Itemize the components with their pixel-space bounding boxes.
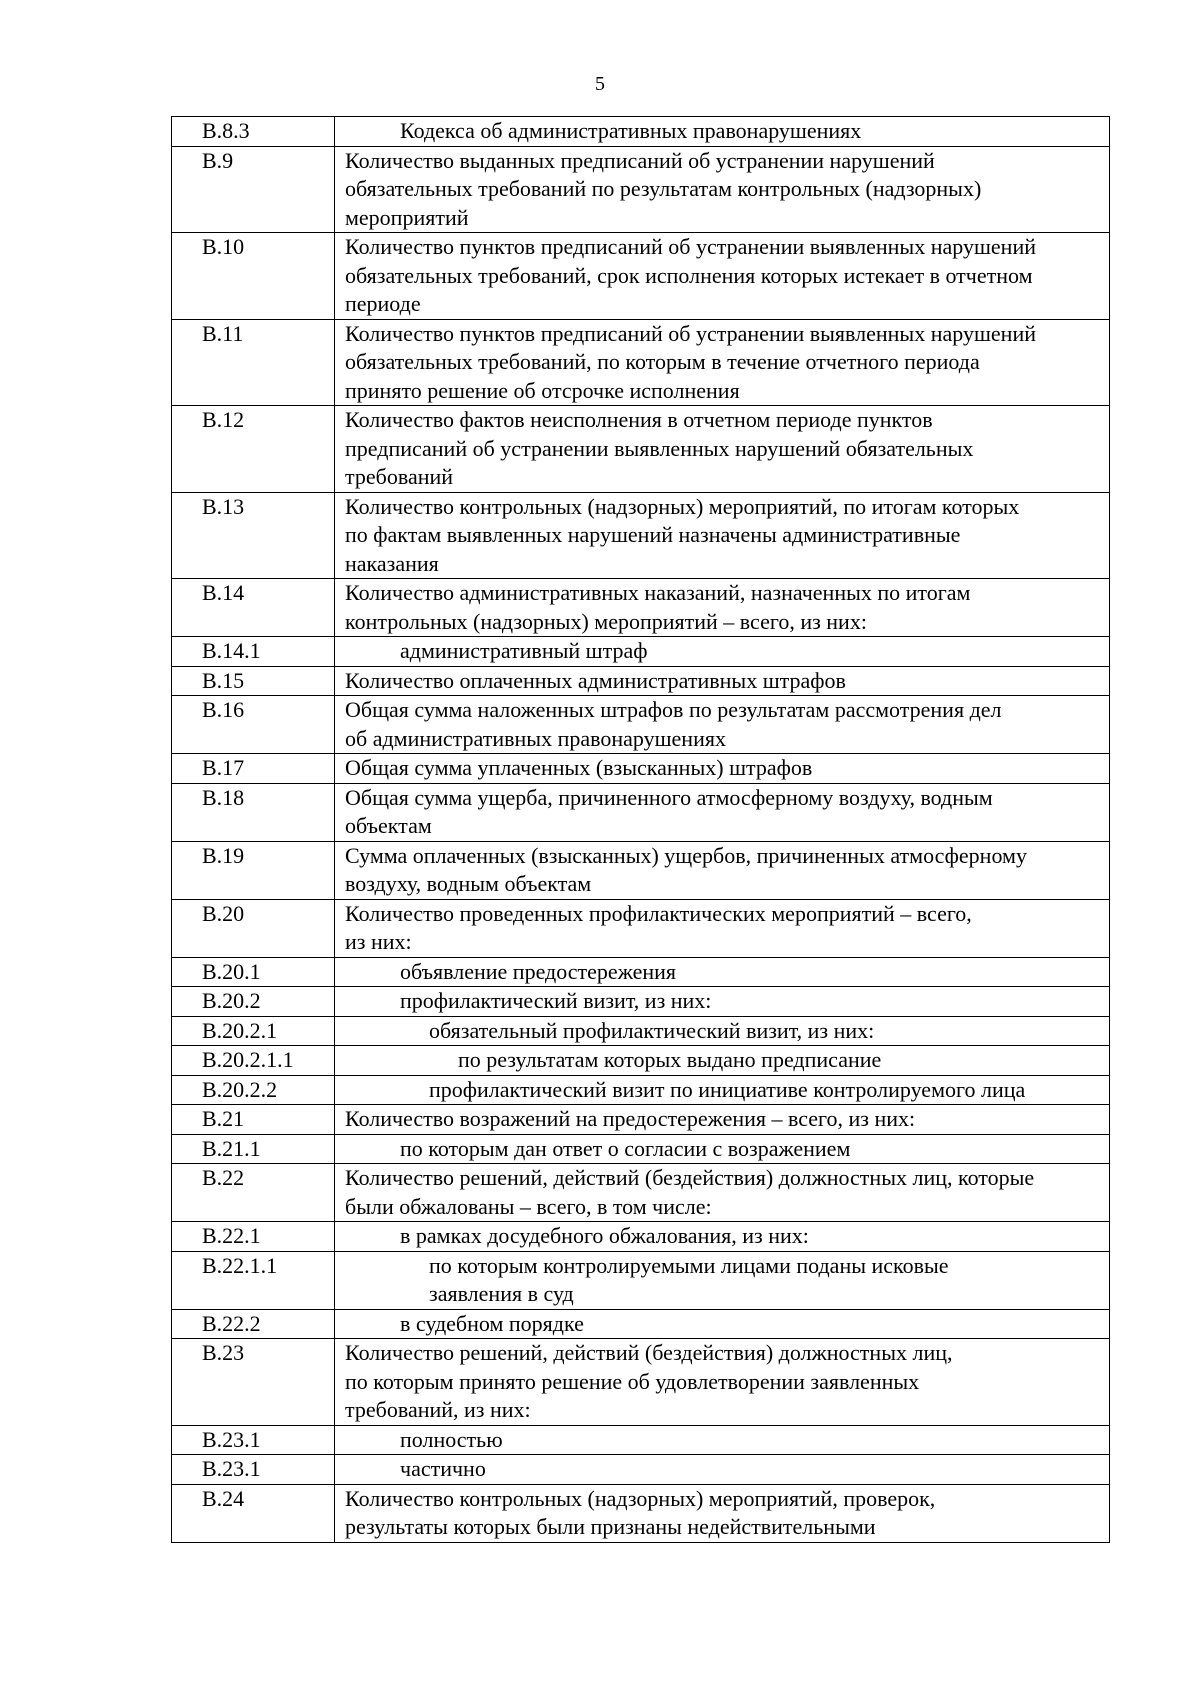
table-row — [172, 899, 1110, 957]
row-description-line: Количество пунктов предписаний об устранении выявленных нарушений — [345, 234, 1036, 259]
row-description-line: по фактам выявленных нарушений назначены административные — [345, 522, 961, 547]
row-description-line: обязательный профилактический визит, из них: — [429, 1017, 875, 1043]
row-description — [335, 406, 1110, 493]
table-row — [172, 233, 1110, 320]
row-description-line: заявления в суд — [429, 1281, 574, 1306]
row-code: В.20.2.2 — [172, 1075, 335, 1105]
row-description-line: Количество решений, действий (бездействия) должностных лиц, которые — [345, 1165, 1035, 1190]
row-description-line: обязательных требований по результатам контрольных (надзорных) — [345, 176, 982, 201]
row-description — [335, 233, 1110, 320]
row-description-line: полностью — [400, 1426, 503, 1452]
row-description-block — [345, 1135, 1099, 1164]
row-description-line: по которым принято решение об удовлетворении заявленных — [345, 1368, 920, 1394]
row-description — [335, 1455, 1110, 1485]
row-description — [335, 1339, 1110, 1426]
table-row — [172, 841, 1110, 899]
row-description-block — [345, 1222, 1099, 1251]
row-description-line: мероприятий — [345, 204, 469, 230]
row-description-line: Количество контрольных (надзорных) мероприятий, по итогам которых — [345, 493, 1020, 519]
row-description-line: по которым контролируемыми лицами поданы исковые — [429, 1252, 949, 1278]
table-row — [172, 754, 1110, 784]
row-description-line: принято решение об отсрочке исполнения — [345, 377, 740, 403]
table-row — [172, 492, 1110, 579]
table-row — [172, 406, 1110, 493]
table-row — [172, 1075, 1110, 1105]
row-description — [335, 319, 1110, 406]
row-description-line: Сумма оплаченных (взысканных) ущербов, причиненных атмосферному — [345, 842, 1027, 868]
table-row — [172, 1016, 1110, 1046]
row-description-line: Количество пунктов предписаний об устранении выявленных нарушений — [345, 320, 1036, 346]
row-code: В.17 — [172, 754, 335, 784]
row-description-line: Количество фактов неисполнения в отчетном периоде пунктов — [345, 407, 933, 432]
row-code: В.22.2 — [172, 1309, 335, 1339]
row-description-block — [345, 117, 1099, 146]
row-description-line: по результатам которых выдано предписание — [458, 1047, 882, 1072]
row-description-block — [345, 1310, 1099, 1339]
row-description — [335, 987, 1110, 1017]
row-description — [335, 1075, 1110, 1105]
table-row — [172, 957, 1110, 987]
row-description — [335, 899, 1110, 957]
row-description-block — [345, 667, 1099, 696]
row-code: В.15 — [172, 666, 335, 696]
row-description-line: частично — [400, 1456, 486, 1481]
row-description-block — [345, 1485, 1099, 1542]
table-row — [172, 637, 1110, 667]
row-description — [335, 1222, 1110, 1252]
row-description — [335, 1134, 1110, 1164]
row-description-line: Общая сумма уплаченных (взысканных) штрафов — [345, 755, 813, 780]
row-description-line: Общая сумма ущерба, причиненного атмосферному воздуху, водным — [345, 784, 993, 810]
row-code: В.23.1 — [172, 1425, 335, 1455]
row-description-line: результаты которых были признаны недействительными — [345, 1514, 876, 1539]
row-code: В.20 — [172, 899, 335, 957]
row-description — [335, 637, 1110, 667]
row-code: В.13 — [172, 492, 335, 579]
row-description-block — [345, 1252, 1099, 1309]
table-row — [172, 1105, 1110, 1135]
row-description — [335, 1016, 1110, 1046]
row-description — [335, 146, 1110, 233]
row-description-block — [345, 987, 1099, 1016]
row-description-block — [345, 1455, 1099, 1484]
row-code: В.12 — [172, 406, 335, 493]
row-code: В.20.1 — [172, 957, 335, 987]
row-description — [335, 1309, 1110, 1339]
row-description-line: профилактический визит по инициативе контролируемого лица — [429, 1076, 1026, 1102]
row-description-line: Количество возражений на предостережения – всего, из них: — [345, 1106, 916, 1131]
row-description-line: обязательных требований, по которым в течение отчетного периода — [345, 349, 980, 374]
row-code: В.21.1 — [172, 1134, 335, 1164]
table-row — [172, 666, 1110, 696]
row-description-line: административный штраф — [400, 638, 648, 663]
row-code: В.20.2 — [172, 987, 335, 1017]
row-description-block — [345, 406, 1099, 492]
table-row — [172, 117, 1110, 147]
row-description-line: Количество решений, действий (бездействия) должностных лиц, — [345, 1340, 953, 1365]
row-description — [335, 1164, 1110, 1222]
table-row — [172, 1455, 1110, 1485]
row-code: В.16 — [172, 696, 335, 754]
row-description-line: объектам — [345, 813, 432, 838]
row-description — [335, 957, 1110, 987]
row-code: В.22.1.1 — [172, 1251, 335, 1309]
page-number: 5 — [595, 73, 605, 95]
table-row — [172, 1222, 1110, 1252]
row-description-block — [345, 147, 1099, 233]
row-description-line: наказания — [345, 550, 439, 576]
table-row — [172, 579, 1110, 637]
row-description — [335, 783, 1110, 841]
indicators-table-body — [172, 117, 1110, 1543]
row-description — [335, 117, 1110, 147]
row-code: В.14 — [172, 579, 335, 637]
row-description-block — [345, 320, 1099, 406]
row-description-block — [345, 493, 1099, 579]
table-row — [172, 1339, 1110, 1426]
row-code: В.20.2.1 — [172, 1016, 335, 1046]
row-description-line: обязательных требований, срок исполнения которых истекает в отчетном — [345, 262, 1033, 288]
row-description-line: периоде — [345, 291, 421, 316]
row-description — [335, 1105, 1110, 1135]
row-description-block — [345, 1076, 1099, 1105]
row-description-line: требований — [345, 464, 454, 489]
row-description-line: в рамках досудебного обжалования, из них: — [400, 1223, 809, 1248]
row-code: В.23.1 — [172, 1455, 335, 1485]
table-row — [172, 1251, 1110, 1309]
row-description-block — [345, 1426, 1099, 1455]
row-description — [335, 754, 1110, 784]
row-description-line: воздуху, водным объектам — [345, 871, 592, 896]
indicators-table — [171, 116, 1110, 1543]
row-description-block — [345, 958, 1099, 987]
row-code: В.10 — [172, 233, 335, 320]
row-description-line: Общая сумма наложенных штрафов по результатам рассмотрения дел — [345, 697, 1002, 722]
row-code: В.23 — [172, 1339, 335, 1426]
row-description — [335, 696, 1110, 754]
row-description-block — [345, 784, 1099, 841]
row-description-line: контрольных (надзорных) мероприятий – всего, из них: — [345, 608, 867, 634]
row-description-line: по которым дан ответ о согласии с возражением — [400, 1135, 851, 1161]
row-code: В.24 — [172, 1484, 335, 1542]
row-description — [335, 1251, 1110, 1309]
table-row — [172, 696, 1110, 754]
row-description-block — [345, 579, 1099, 636]
row-description-line: Кодекса об административных правонарушениях — [400, 118, 862, 143]
row-description-line: Количество проведенных профилактических мероприятий – всего, — [345, 900, 972, 926]
row-code: В.21 — [172, 1105, 335, 1135]
row-description-line: предписаний об устранении выявленных нарушений обязательных — [345, 435, 974, 461]
row-code: В.14.1 — [172, 637, 335, 667]
row-description-block — [345, 696, 1099, 753]
row-description-line: Количество контрольных (надзорных) мероприятий, проверок, — [345, 1485, 936, 1511]
row-description-line: об административных правонарушениях — [345, 725, 726, 751]
row-description-line: из них: — [345, 929, 412, 954]
row-description-block — [345, 1339, 1099, 1425]
row-description — [335, 1046, 1110, 1076]
table-row — [172, 319, 1110, 406]
row-description-block — [345, 842, 1099, 899]
row-description-line: Количество оплаченных административных штрафов — [345, 667, 846, 693]
row-description-line: Количество административных наказаний, назначенных по итогам — [345, 580, 971, 605]
row-description — [335, 579, 1110, 637]
row-code: В.9 — [172, 146, 335, 233]
table-row — [172, 1164, 1110, 1222]
row-description-line: были обжалованы – всего, в том числе: — [345, 1193, 712, 1219]
table-row — [172, 783, 1110, 841]
row-description-line: Количество выданных предписаний об устранении нарушений — [345, 147, 935, 173]
row-code: В.18 — [172, 783, 335, 841]
row-description-line: объявление предостережения — [400, 958, 677, 984]
row-description-block — [345, 1105, 1099, 1134]
table-row — [172, 146, 1110, 233]
row-description-line: в судебном порядке — [400, 1310, 584, 1336]
table-row — [172, 1484, 1110, 1542]
row-description — [335, 841, 1110, 899]
row-description-block — [345, 637, 1099, 666]
row-description-block — [345, 233, 1099, 319]
table-row — [172, 1425, 1110, 1455]
table-row — [172, 1309, 1110, 1339]
table-row — [172, 1134, 1110, 1164]
row-description — [335, 1484, 1110, 1542]
row-description — [335, 1425, 1110, 1455]
row-description-block — [345, 1046, 1099, 1075]
row-description-block — [345, 1017, 1099, 1046]
row-description-block — [345, 754, 1099, 783]
table-row — [172, 1046, 1110, 1076]
row-code: В.19 — [172, 841, 335, 899]
row-code: В.20.2.1.1 — [172, 1046, 335, 1076]
table-row — [172, 987, 1110, 1017]
row-description-block — [345, 900, 1099, 957]
row-description-block — [345, 1164, 1099, 1221]
row-description — [335, 492, 1110, 579]
row-code: В.22.1 — [172, 1222, 335, 1252]
row-description — [335, 666, 1110, 696]
row-code: В.22 — [172, 1164, 335, 1222]
row-code: В.8.3 — [172, 117, 335, 147]
row-code: В.11 — [172, 319, 335, 406]
row-description-line: требований, из них: — [345, 1397, 531, 1422]
row-description-line: профилактический визит, из них: — [400, 988, 712, 1013]
